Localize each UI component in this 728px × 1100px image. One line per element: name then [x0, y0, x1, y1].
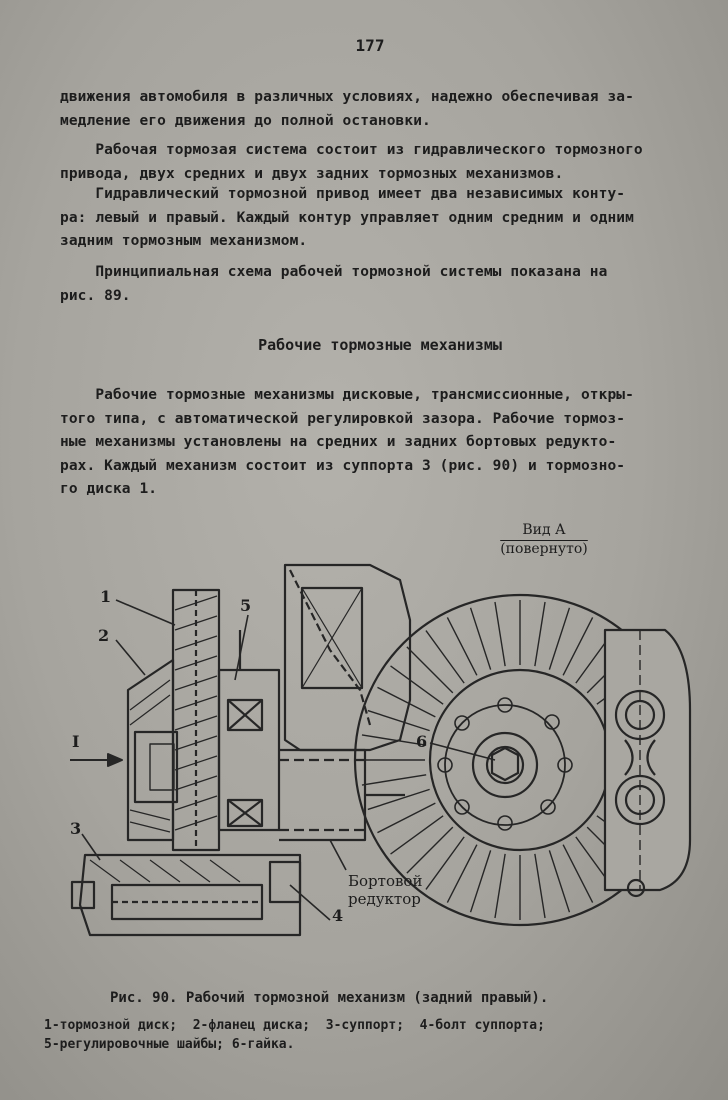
disk-slot	[549, 850, 569, 912]
hub-section	[219, 630, 279, 830]
caliper-front-view	[605, 630, 690, 896]
text-line: Гидравлический тормозной привод имеет два независимых конту-	[60, 186, 626, 202]
text-line: привода, двух средних и двух задних тормозных механизмов.	[60, 165, 564, 182]
text-line: го диска 1.	[60, 481, 158, 497]
callout-1: 1	[100, 587, 112, 606]
view-label-line1: Вид А	[522, 522, 566, 538]
callout-6: 6	[416, 732, 428, 751]
figure-legend	[44, 1016, 545, 1054]
section-heading: Рабочие тормозные механизмы	[258, 336, 502, 354]
text-line: рах. Каждый механизм состоит из суппорта 3 (рис. 90) и тормозно-	[60, 457, 626, 474]
text-line: Рабочая тормозая система состоит из гидравлического тормозного	[60, 142, 643, 158]
brake-disk-section	[173, 590, 219, 850]
disk-slot	[407, 647, 453, 693]
legend-line1: 1-тормозной диск; 2-фланец диска; 3-суппорт; 4-болт суппорта;	[44, 1018, 545, 1033]
disk-slot	[495, 854, 505, 918]
text-line: того типа, с автоматической регулировкой зазора. Рабочие тормоз-	[60, 410, 626, 427]
disk-slot	[471, 608, 491, 670]
text-line: Принципиальная схема рабочей тормозной системы показана на	[60, 264, 608, 280]
callout-4: 4	[332, 906, 344, 925]
text-line: ра: левый и правый. Каждый контур управляет одним средним и одним	[60, 209, 634, 226]
text-line: медление его движения до полной остановки.	[60, 112, 431, 129]
disk-slot	[535, 854, 545, 918]
final-drive-label-line1: Бортовой	[348, 872, 423, 890]
disk-slot	[368, 789, 430, 809]
final-drive-label	[348, 872, 422, 908]
view-label	[484, 521, 604, 559]
legend-line2: 5-регулировочные шайбы; 6-гайка.	[44, 1037, 295, 1052]
callout-3: 3	[70, 819, 82, 838]
section-paragraph	[60, 384, 634, 502]
figure-caption: Рис. 90. Рабочий тормозной механизм (задний правый).	[110, 990, 549, 1006]
text-line: движения автомобиля в различных условиях, надежно обеспечивая за-	[60, 89, 634, 105]
final-drive-housing	[279, 565, 410, 840]
paragraph-1	[60, 86, 634, 133]
paragraph-3	[60, 183, 634, 254]
disk-slot	[362, 775, 426, 785]
disk-slot	[407, 827, 453, 873]
final-drive-label-line2: редуктор	[348, 890, 421, 908]
text-line: рис. 89.	[60, 287, 131, 304]
disk-slot	[535, 602, 545, 666]
page-number: 177	[355, 36, 385, 55]
text-line: Рабочие тормозные механизмы дисковые, трансмиссионные, откры-	[60, 387, 634, 403]
disk-slot	[549, 608, 569, 670]
disk-slot	[471, 850, 491, 912]
paragraph-4	[60, 261, 607, 308]
text-line: ные механизмы установлены на средних и задних бортовых редукто-	[60, 434, 617, 450]
disk-slot	[368, 711, 430, 731]
disk-slot	[495, 602, 505, 666]
caliper-section	[72, 855, 300, 935]
view-label-line2: (повернуто)	[500, 541, 588, 557]
view-arrow	[70, 754, 122, 766]
callout-5: 5	[240, 596, 252, 615]
callout-2: 2	[98, 626, 110, 645]
brake-mechanism-drawing	[0, 510, 728, 980]
disk-flange-section	[128, 660, 177, 840]
view-arrow-label: I	[72, 732, 80, 751]
text-line: задним тормозным механизмом.	[60, 233, 308, 249]
paragraph-2	[60, 139, 643, 186]
